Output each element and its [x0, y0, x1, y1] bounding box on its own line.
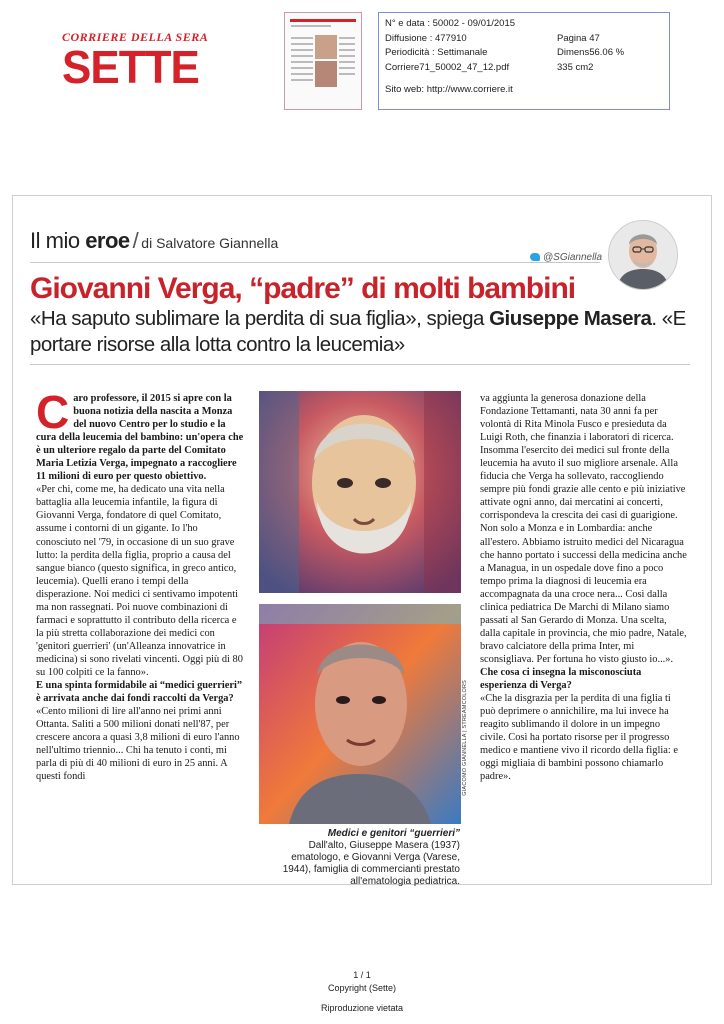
- twitter-handle[interactable]: @SGiannella: [530, 252, 602, 263]
- article-question: E una spinta formidabile ai “medici guerrieri” è arrivata anche dai fondi raccolti da Verga?: [36, 680, 243, 705]
- masthead-top: CORRIERE DELLA SERA: [62, 30, 209, 44]
- footer-copyright: Copyright (Sette): [327, 983, 397, 993]
- masthead-logo: [62, 30, 209, 95]
- rubric-pre: Il mio: [30, 228, 86, 253]
- photo-verga: [259, 604, 461, 824]
- subheadline: «Ha saputo sublimare la perdita di sua figlia», spiega Giuseppe Masera. «E portare risorse alla lotta contro la leucemia»: [30, 307, 686, 356]
- page-thumbnail: [284, 12, 362, 110]
- article-paragraph: «Cento milioni di lire all'anno nei primi anni Ottanta. Saliti a 500 milioni donati nell'87, per crescere ancora a quasi 3,8 milioni di euro l'anno nell'ultimo triennio... Chi ha tenuto i conti, mi parla di più di 40 milioni di euro in 25 anni. A questi fondi: [36, 706, 240, 783]
- info-periodicita: Periodicità : Settimanale: [385, 47, 488, 58]
- article-paragraph: va aggiunta la generosa donazione della Fondazione Tettamanti, nata 30 anni fa per volontà di Rita Minola Fusco e presieduta da Luigi Roth, che finanzia i laboratori di ricerca. Insomma l'esercito dei medici sul fronte della leucemia ha avuto il suo migliore arsenale. Alla fiducia che Verga ha sollevato, raccogliendo sempre più fondi grazie alle cento e più iniziative attivate ogni anno, dai mercatini ai concerti, corrispondeva la crescita dei casi di guarigione. Non solo a Monza e in Lombardia: anche all'estero. Abbiamo istruito medici del Nicaragua che hanno portato i successi della medicina anche a Managua, in un ospedale dove fino a poco tempo prima la diagnosi di leucemia era accompagnata da una croce nera... Così dalla clinica pediatrica De Marchi di Milano siamo passati al San Gerardo di Monza. Una scelta, dalla capitale in provincia, che mio padre, Natale, bravo calciatore della prima Inter, mi sconsigliava. Per fortuna ho visto giusto io...».: [480, 393, 687, 665]
- masthead-main: SETTE: [62, 41, 199, 94]
- photo-caption: [262, 828, 460, 888]
- article-intro: aro professore, il 2015 si apre con la buona notizia della nascita a Monza del nuovo Centro per lo studio e la cura della leucemia del bambino: un'opera che è un ulteriore regalo da parte del Comitato Maria Letizia Verga, impegnato a raccogliere 11 milioni di euro per questo obiettivo.: [36, 393, 244, 483]
- article-column-2: [480, 392, 688, 783]
- article-paragraph: «Che la disgrazia per la perdita di una figlia ti può deprimere o annichilire, ma lui invece ha reagito sublimando il dolore in un impegno civile. Così ha portato risorse per il progresso medico e mantiene vivo il ricordo della figlia: e oggi migliaia di bambini possono chiamarlo padre».: [480, 693, 678, 783]
- photo-masera: [259, 391, 461, 593]
- info-number-date: N° e data : 50002 - 09/01/2015: [385, 18, 516, 29]
- clipping-info-box: [378, 12, 670, 110]
- photo-credit: GIACOMO GIANNELLA | STREAMCOLORS: [462, 680, 468, 796]
- article-question: Che cosa ci insegna la misconosciuta esperienza di Verga?: [480, 666, 642, 692]
- subhead-divider: [30, 364, 690, 365]
- rubric-slash: /: [132, 228, 139, 253]
- info-diffusione: Diffusione : 477910: [385, 32, 467, 44]
- info-file: Corriere71_50002_47_12.pdf: [385, 61, 510, 73]
- headline: Giovanni Verga, “padre” di molti bambini: [30, 272, 576, 305]
- footer-rights: Riproduzione vietata: [320, 1003, 404, 1013]
- article-paragraph: «Per chi, come me, ha dedicato una vita nella battaglia alla leucemia infantile, la figura di Giovanni Verga, fondatore di quel Comitato, assume i contorni di un gigante. Io l'ho conosciuto nel '79, in occasione di un suo grave lutto: la perdita della figlia, proprio a causa del sangue bianco (questo significa, in greco antico, leucemia). Quelli erano i tempi della disperazione. Noi medici ci sentivamo impotenti ma non rassegnati. Poi nuove combinazioni di farmaci e soprattutto il contributo della ricerca e la più stretta collaborazione dei medici con 'genitori guerrieri' (un'Alleanza innovatrice in medicina) si sono rivelati vincenti. Oggi più di 80 su 100 colpiti ce la fanno».: [36, 484, 243, 678]
- caption-title: Medici e genitori “guerrieri”: [327, 828, 460, 839]
- rubric: [30, 228, 278, 254]
- info-sito: Sito web: http://www.corriere.it: [385, 84, 513, 95]
- article-column-1: [36, 386, 244, 783]
- info-pagina: Pagina 47: [557, 32, 600, 44]
- author-avatar: [608, 220, 678, 290]
- rubric-bold: eroe: [85, 228, 130, 253]
- footer-page-count: 1 / 1: [353, 970, 371, 980]
- info-area: 335 cm2: [557, 61, 594, 73]
- dropcap: C: [36, 386, 70, 438]
- info-dimens: Dimens56.06 %: [557, 47, 625, 58]
- caption-text: Dall'alto, Giuseppe Masera (1937) ematologo, e Giovanni Verga (Varese, 1944), famiglia di commercianti prestato all'ematologia pediatrica.: [282, 840, 460, 887]
- rubric-divider: [30, 262, 600, 263]
- rubric-author: di Salvatore Giannella: [141, 235, 279, 251]
- twitter-bird-icon: [530, 253, 540, 261]
